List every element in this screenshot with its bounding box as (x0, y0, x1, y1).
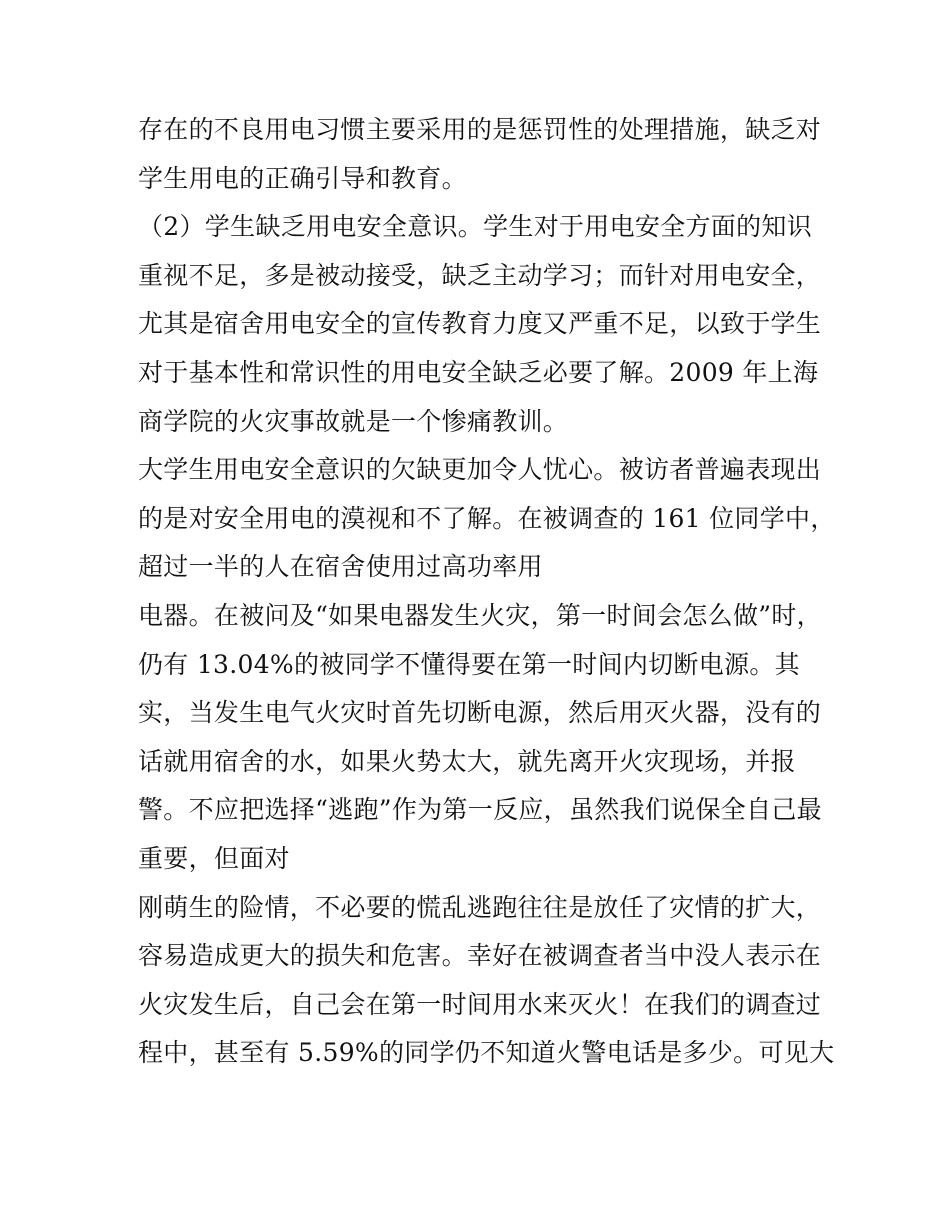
text-line: 学生用电的正确引导和教育。 (138, 163, 467, 193)
text-line: 刚萌生的险情，不必要的慌乱逃跑往往是放任了灾情的扩大， (138, 892, 822, 922)
text-line: 尤其是宿舍用电安全的宣传教育力度又严重不足，以致于学生 (138, 309, 822, 339)
text-line: 存在的不良用电习惯主要采用的是惩罚性的处理措施，缺乏对 (138, 115, 822, 144)
text-line: 重视不足，多是被动接受，缺乏主动学习；而针对用电安全， (138, 260, 822, 290)
text-line: 话就用宿舍的水，如果火势太大，就先离开火灾现场，并报 (138, 746, 796, 776)
text-line: 警。不应把选择“逃跑”作为第一反应，虽然我们说保全自己最 (138, 795, 822, 825)
text-line: 大学生用电安全意识的欠缺更加令人忧心。被访者普遍表现出 (138, 455, 822, 485)
text-line: 容易造成更大的损失和危害。幸好在被调查者当中没人表示在 (138, 941, 822, 971)
text-line: 的是对安全用电的漠视和不了解。在被调查的 161 位同学中， (138, 503, 836, 533)
text-line: 超过一半的人在宿舍使用过高功率用 (138, 552, 543, 582)
text-line: 重要，但面对 (138, 843, 290, 873)
text-line: 实，当发生电气火灾时首先切断电源，然后用灭火器，没有的 (138, 698, 822, 728)
body-text (138, 106, 836, 1078)
text-line: 程中，甚至有 5.59%的同学仍不知道火警电话是多少。可见大 (138, 1038, 835, 1068)
text-line: 对于基本性和常识性的用电安全缺乏必要了解。2009 年上海 (138, 357, 819, 387)
text-line: （2）学生缺乏用电安全意识。学生对于用电安全方面的知识 (138, 212, 813, 242)
text-line: 仍有 13.04%的被同学不懂得要在第一时间内切断电源。其 (138, 649, 800, 679)
text-line: 火灾发生后，自己会在第一时间用水来灭火！在我们的调查过 (138, 989, 822, 1019)
text-line: 电器。在被问及“如果电器发生火灾，第一时间会怎么做”时， (138, 600, 822, 630)
text-line: 商学院的火灾事故就是一个惨痛教训。 (138, 406, 569, 436)
